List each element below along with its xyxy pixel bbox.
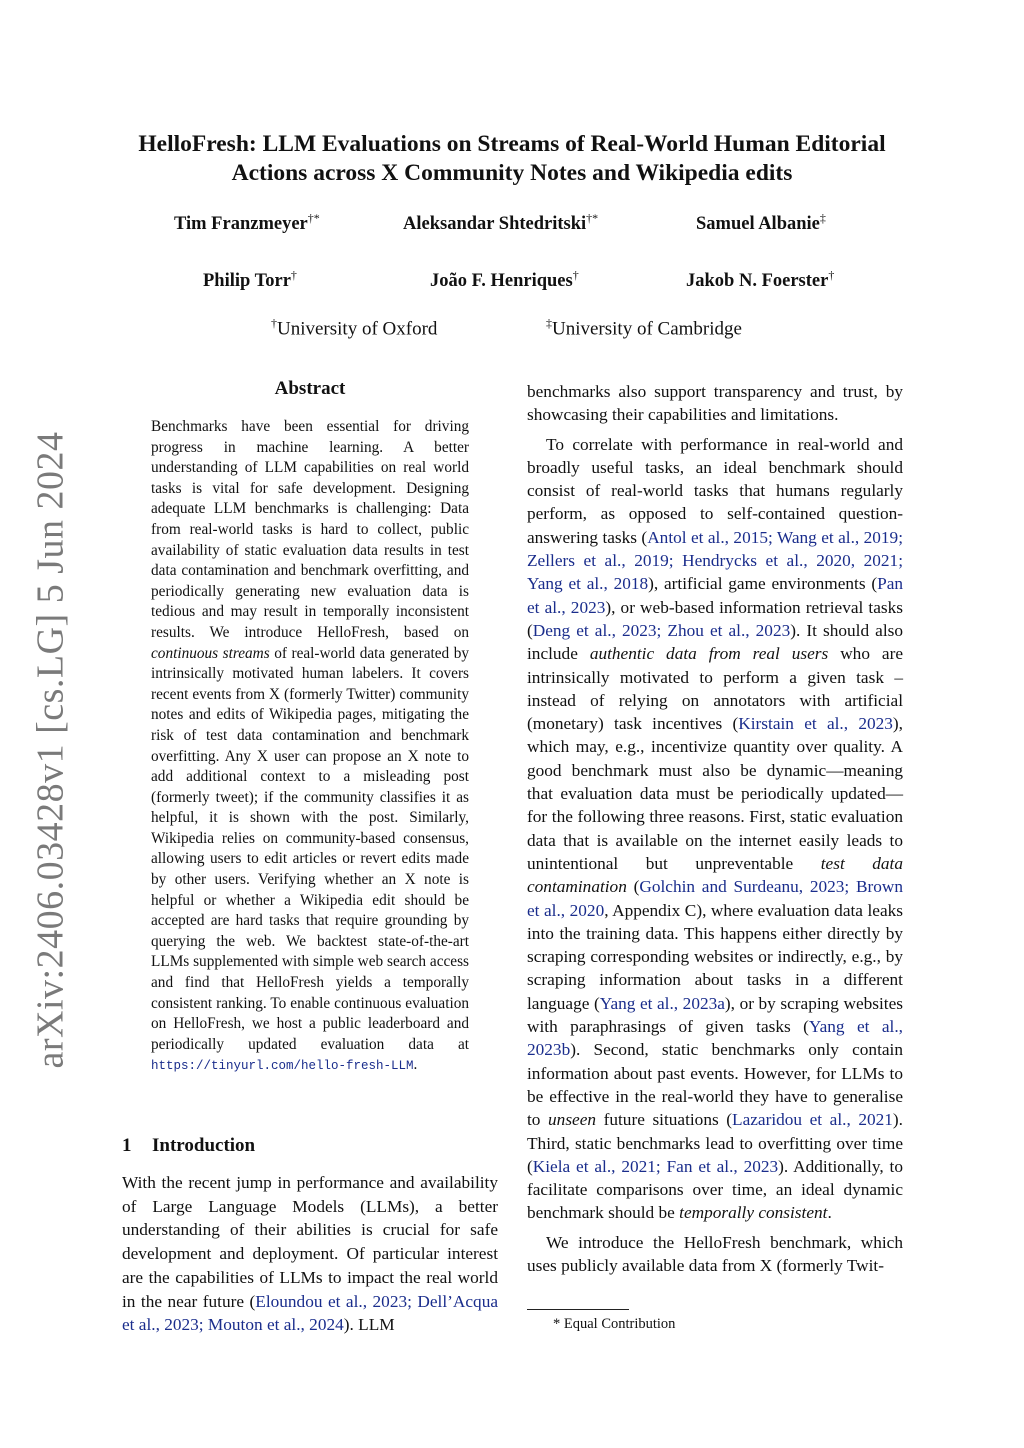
affiliation-oxford: †University of Oxford — [271, 316, 438, 340]
paragraph-continuation: benchmarks also support transparency and trust, by showcasing their capabilities and limitations. — [527, 382, 903, 425]
author-2: Aleksandar Shtedritski†* — [403, 211, 599, 235]
citation-link[interactable]: Antol et al., 2015; Wang et al., 2019; Zellers et al., 2019; Hendrycks et al., 2020, 2021; Yang et al., 2018 — [527, 527, 903, 594]
author-1: Tim Franzmeyer†* — [174, 211, 320, 235]
paper-title — [100, 130, 924, 188]
author-5: João F. Henriques† — [430, 268, 579, 292]
paragraph-ideal-benchmark: To correlate with performance in real-world and broadly useful tasks, an ideal benchmark should consist of real-world tasks that humans regularly perform, as opposed to self-contained question-answering tasks (Antol et al., 2015; Wang et al., 2019; Zellers et al., 2019; Hendrycks et al., 2020, 2021; Yang et al., 2018), artificial game environments (Pan et al., 2023), or web-based information retrieval tasks (Deng et al., 2023; Zhou et al., 2023). It should also include authentic data from real users who are intrinsically motivated to perform a given task – instead of relying on annotators with artificial (monetary) task incentives (Kirstain et al., 2023), which may, e.g., incentivize quantity over quality. A good benchmark must also be dynamic—meaning that evaluation data must be periodically updated—for the following three reasons. First, static evaluation data that is available on the internet easily leads to unintentional but unpreventable test data contamination (Golchin and Surdeanu, 2023; Brown et al., 2020, Appendix C), where evaluation data leaks into the training data. This happens either directly by scraping corresponding websites or indirectly, e.g., by scraping information about tasks in a different language (Yang et al., 2023a), or by scraping websites with paraphrasings of given tasks (Yang et al., 2023b). Second, static benchmarks only contain information about past events. However, for LLMs to be effective in the real-world they have to generalise to unseen future situations (Lazaridou et al., 2021). Third, static benchmarks lead to overfitting over time (Kiela et al., 2021; Fan et al., 2023). Additionally, to facilitate comparisons over time, an ideal dynamic benchmark should be temporally consistent. — [527, 434, 904, 1223]
paragraph-hellofresh-intro: We introduce the HelloFresh benchmark, which uses publicly available data from X (formerly Twit- — [527, 1232, 903, 1275]
citation-link[interactable]: Eloundou et al., 2023; Dell’Acqua et al., 2023; Mouton et al., 2024 — [122, 1291, 499, 1335]
arxiv-id-text: arXiv:2406.03428v1 [cs.LG] 5 Jun 2024 — [29, 431, 72, 1069]
author-6: Jakob N. Foerster† — [686, 268, 835, 292]
citation-link[interactable]: Kirstain et al., 2023 — [738, 714, 893, 734]
citation-link[interactable]: Golchin and Surdeanu, 2023; Brown et al., 2020 — [527, 877, 904, 920]
author-3: Samuel Albanie‡ — [696, 211, 826, 235]
right-column — [527, 380, 903, 1283]
title-line-2: Actions across X Community Notes and Wikipedia edits — [231, 160, 793, 186]
arxiv-identifier — [20, 431, 80, 1069]
abstract-heading: Abstract — [274, 378, 346, 399]
abstract-body: Benchmarks have been essential for driving progress in machine learning. A better understanding of LLM capabilities on real world tasks is vital for safe development. Designing adequate LLM benchmarks is challenging: Data from real-world tasks is hard to collect, public availability of static evaluation data results in test data contamination and benchmark overfitting, and periodically generating new evaluation data is tedious and may result in temporally inconsistent results. We introduce HelloFresh, based on continuous streams of real-world data generated by intrinsically motivated human labelers. It covers recent events from X (formerly Twitter) community notes and edits of Wikipedia pages, mitigating the risk of test data contamination and benchmark overfitting. Any X user can propose an X note to add additional context to a misleading post (formerly tweet); if the community classifies it as helpful, it is shown with the post. Similarly, Wikipedia relies on community-based consensus, allowing users to edit articles or revert edits made by other users. Verifying whether an X note is helpful or whether a Wikipedia edit should be accepted are hard tasks that require grounding by querying the web. We backtest state-of-the-art LLMs supplemented with simple web search access and find that HelloFresh yields a temporally consistent ranking. To enable continuous evaluation on HelloFresh, we host a public leaderboard and periodically updated evaluation data at https://tinyurl.com/hello-fresh-LLM. — [151, 418, 469, 1074]
leaderboard-link[interactable]: https://tinyurl.com/hello-fresh-LLM — [151, 1059, 414, 1074]
title-line-1: HelloFresh: LLM Evaluations on Streams of Real-World Human Editorial — [138, 131, 886, 157]
citation-link[interactable]: Yang et al., 2023a — [599, 993, 725, 1013]
citation-link[interactable]: Yang et al., 2023b — [527, 1017, 903, 1060]
citation-link[interactable]: Kiela et al., 2021; Fan et al., 2023 — [532, 1156, 779, 1176]
citation-link[interactable]: Deng et al., 2023; Zhou et al., 2023 — [532, 620, 791, 640]
footnote-rule — [527, 1309, 629, 1310]
section-title: Introduction — [152, 1135, 256, 1156]
introduction-paragraph: With the recent jump in performance and availability of Large Language Models (LLMs), a better understanding of their abilities is crucial for safe development and deployment. Of particular interest are the capabilities of LLMs to impact the real world in the near future (Eloundou et al., 2023; Dell’Acqua et al., 2023; Mouton et al., 2024). LLM — [122, 1173, 499, 1335]
citation-link[interactable]: Lazaridou et al., 2021 — [732, 1110, 893, 1130]
affiliation-cambridge: ‡University of Cambridge — [546, 316, 742, 340]
citation-link[interactable]: Pan et al., 2023 — [527, 574, 903, 617]
section-number: 1 — [122, 1135, 132, 1156]
author-4: Philip Torr† — [203, 268, 297, 292]
footnote-equal-contribution: * Equal Contribution — [553, 1316, 676, 1332]
section-heading-introduction — [122, 1135, 255, 1157]
